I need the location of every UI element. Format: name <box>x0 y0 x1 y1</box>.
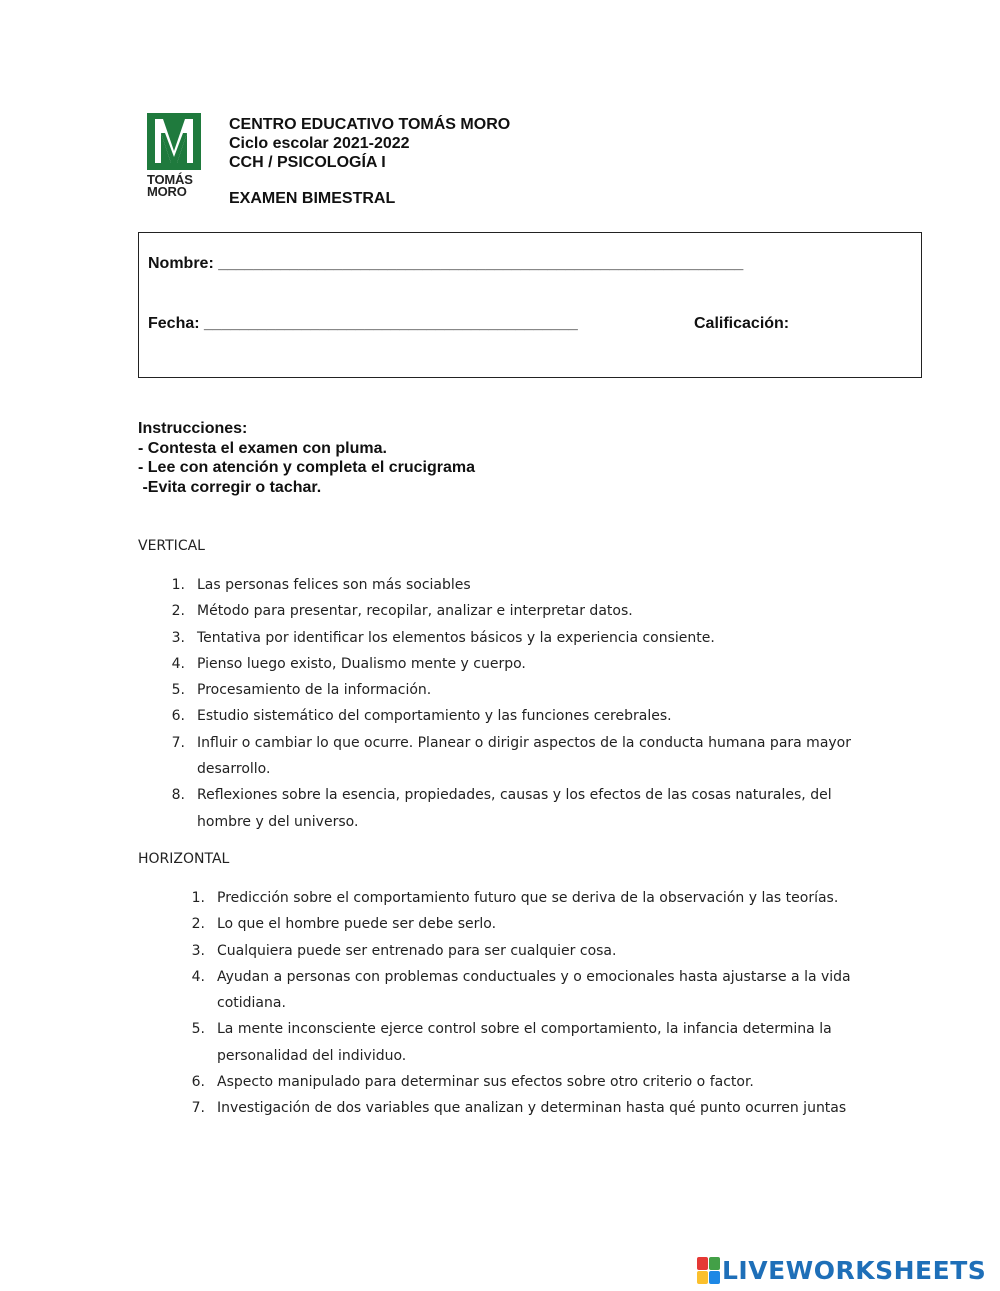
student-info-box <box>138 232 922 378</box>
header-block <box>229 115 510 172</box>
logo-text <box>147 174 203 198</box>
date-blank: __________________________________________ <box>204 315 578 332</box>
clue-number: 5. <box>191 1021 205 1038</box>
instruction-line: - Lee con atención y completa el crucigrama <box>138 459 475 476</box>
clue-text: Investigación de dos variables que analizan y determinan hasta qué punto ocurren juntas <box>217 1100 847 1117</box>
clue-number: 3. <box>171 629 185 646</box>
clue-number: 6. <box>191 1074 205 1091</box>
clue-text: Tentativa por identificar los elementos básicos y la experiencia consiente. <box>197 629 715 646</box>
clue-number: 1. <box>191 890 205 906</box>
date-field[interactable] <box>148 315 578 333</box>
clue-number: 5. <box>171 682 185 699</box>
school-logo <box>147 113 203 198</box>
clue-number: 6. <box>171 708 185 725</box>
clue-number: 2. <box>191 916 205 933</box>
clue-text: Lo que el hombre puede ser debe serlo. <box>217 916 497 933</box>
clue-text: Método para presentar, recopilar, analizar e interpretar datos. <box>197 603 633 620</box>
list-item <box>171 677 897 703</box>
date-label: Fecha: <box>148 315 205 332</box>
exam-title: EXAMEN BIMESTRAL <box>229 190 396 207</box>
list-item <box>191 964 917 1017</box>
list-item <box>191 1069 917 1095</box>
clue-number: 3. <box>191 942 205 959</box>
list-item <box>171 782 897 835</box>
list-item <box>191 885 917 911</box>
clue-text: La mente inconsciente ejerce control sobre el comportamiento, la infancia determina la <box>217 1021 832 1038</box>
clue-text: Aspecto manipulado para determinar sus efectos sobre otro criterio o factor. <box>217 1074 754 1091</box>
clue-text: Influir o cambiar lo que ocurre. Planear o dirigir aspectos de la conducta humana para mayor <box>197 734 852 751</box>
list-item <box>171 572 897 598</box>
name-blank: ___________________________________________________________ <box>218 255 744 272</box>
list-item <box>171 730 897 783</box>
list-item <box>171 651 897 677</box>
clue-text: Reflexiones sobre la esencia, propiedades, causas y los efectos de las cosas naturales, del <box>197 787 832 804</box>
clue-text: Estudio sistemático del comportamiento y las funciones cerebrales. <box>197 708 672 725</box>
clue-text-continued: hombre y del universo. <box>197 813 359 830</box>
clue-text: Cualquiera puede ser entrenado para ser cualquier cosa. <box>217 942 617 959</box>
logo-text-line2: MORO <box>147 184 187 199</box>
brand-text: LIVEWORKSHEETS <box>722 1255 987 1285</box>
clue-text-continued: desarrollo. <box>197 761 271 778</box>
name-field[interactable] <box>148 255 743 273</box>
clue-number: 4. <box>191 968 205 985</box>
clue-text: Procesamiento de la información. <box>197 682 432 699</box>
liveworksheets-logo[interactable] <box>697 1255 986 1285</box>
school-name: CENTRO EDUCATIVO TOMÁS MORO <box>229 116 511 133</box>
list-item <box>191 1016 917 1069</box>
clue-text-continued: cotidiana. <box>217 995 286 1012</box>
clue-text: Pienso luego existo, Dualismo mente y cuerpo. <box>197 655 526 672</box>
list-item <box>171 625 897 651</box>
logo-mark-icon <box>147 113 201 170</box>
list-item <box>191 911 917 937</box>
clue-text: Ayudan a personas con problemas conductuales y o emocionales hasta ajustarse a la vida <box>217 968 851 985</box>
clue-text-continued: personalidad del individuo. <box>217 1047 407 1064</box>
instruction-line: -Evita corregir o tachar. <box>138 478 322 496</box>
logo-text-line1: TOMÁS <box>147 172 193 187</box>
clue-number: 4. <box>171 655 185 672</box>
grade-label: Calificación: <box>694 315 790 332</box>
vertical-title: VERTICAL <box>138 538 205 554</box>
school-cycle: Ciclo escolar 2021-2022 <box>229 135 410 152</box>
list-item <box>171 598 897 624</box>
clue-number: 7. <box>191 1100 205 1117</box>
list-item <box>171 703 897 729</box>
list-item <box>191 938 917 964</box>
live-badge-icon <box>697 1257 719 1283</box>
horizontal-title: HORIZONTAL <box>138 851 230 867</box>
course-name: CCH / PSICOLOGÍA I <box>229 154 386 171</box>
clue-number: 7. <box>171 734 185 751</box>
vertical-clue-list <box>171 572 897 835</box>
clue-text: Las personas felices son más sociables <box>197 577 471 593</box>
clue-number: 2. <box>171 603 185 620</box>
clue-number: 1. <box>171 577 185 593</box>
list-item <box>191 1095 917 1121</box>
name-label: Nombre: <box>148 255 219 272</box>
horizontal-clue-list <box>191 885 917 1122</box>
clue-number: 8. <box>171 787 185 804</box>
instructions <box>138 419 475 497</box>
instructions-title: Instrucciones: <box>138 420 248 437</box>
instruction-line: - Contesta el examen con pluma. <box>138 439 387 457</box>
clue-text: Predicción sobre el comportamiento futuro que se deriva de la observación y las teorías. <box>217 890 839 906</box>
